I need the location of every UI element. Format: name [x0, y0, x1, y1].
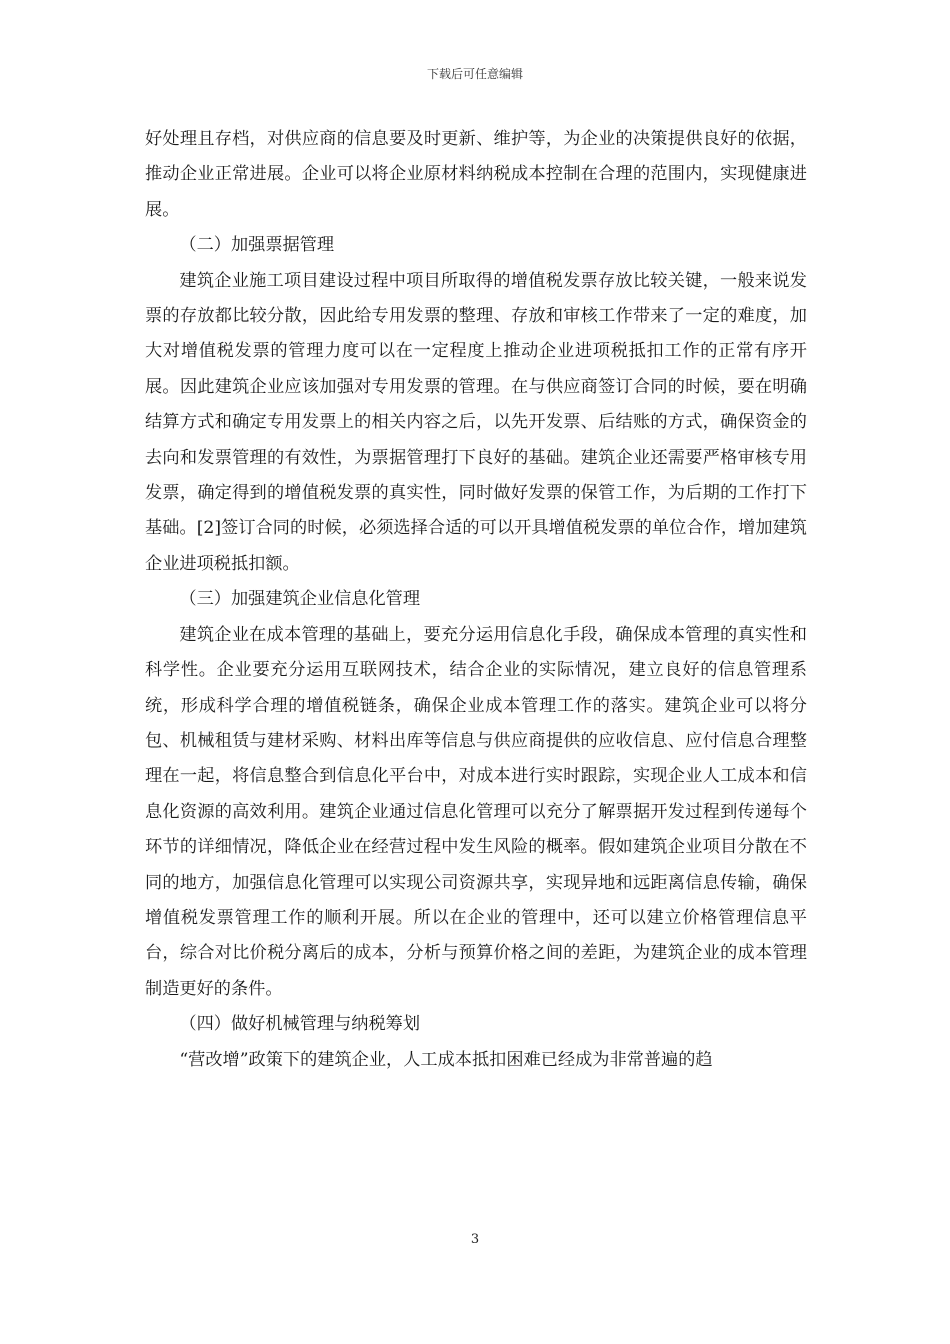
paragraph-invoice-management: 建筑企业施工项目建设过程中项目所取得的增值税发票存放比较关键，一般来说发票的存放都比较分散，因此给专用发票的整理、存放和审核工作带来了一定的难度，加大对增值税发票的管理力度可以在一定程度上推动企业进项税抵扣工作的正常有序开展。因此建筑企业应该加强对专用发票的管理。在与供应商签订合同的时候，要在明确结算方式和确定专用发票上的相关内容之后，以先开发票、后结账的方式，确保资金的去向和发票管理的有效性，为票据管理打下良好的基础。建筑企业还需要严格审核专用发票，确定得到的增值税发票的真实性，同时做好发票的保管工作，为后期的工作打下基础。[2]签订合同的时候，必须选择合适的可以开具增值税发票的单位合作，增加建筑企业进项税抵扣额。 — [145, 270, 807, 574]
paragraph-informatization: 建筑企业在成本管理的基础上，要充分运用信息化手段，确保成本管理的真实性和科学性。企业要充分运用互联网技术，结合企业的实际情况，建立良好的信息管理系统，形成科学合理的增值税链条，确保企业成本管理工作的落实。建筑企业可以将分包、机械租赁与建材采购、材料出库等信息与供应商提供的应收信息、应付信息合理整理在一起，将信息整合到信息化平台中，对成本进行实时跟踪，实现企业人工成本和信息化资源的高效利用。建筑企业通过信息化管理可以充分了解票据开发过程到传递每个环节的详细情况，降低企业在经营过程中发生风险的概率。假如建筑企业项目分散在不同的地方，加强信息化管理可以实现公司资源共享，实现异地和远距离信息传输，确保增值税发票管理工作的顺利开展。所以在企业的管理中，还可以建立价格管理信息平台，综合对比价税分离后的成本，分析与预算价格之间的差距，为建筑企业的成本管理制造更好的条件。 — [145, 624, 807, 999]
section-heading-3: （三）加强建筑企业信息化管理 — [179, 589, 421, 610]
page-header: 下载后可任意编辑 — [426, 67, 523, 81]
paragraph-continued: 好处理且存档，对供应商的信息要及时更新、维护等，为企业的决策提供良好的依据，推动企业正常进展。企业可以将企业原材料纳税成本控制在合理的范围内，实现健康进展。 — [145, 129, 807, 220]
document-body — [145, 122, 807, 1078]
section-heading-4: （四）做好机械管理与纳税筹划 — [179, 1014, 421, 1035]
page-number: 3 — [470, 1232, 480, 1247]
paragraph-machinery-tax: “营改增”政策下的建筑企业，人工成本抵扣困难已经成为非常普遍的趋 — [179, 1049, 713, 1070]
section-heading-2: （二）加强票据管理 — [179, 235, 335, 256]
